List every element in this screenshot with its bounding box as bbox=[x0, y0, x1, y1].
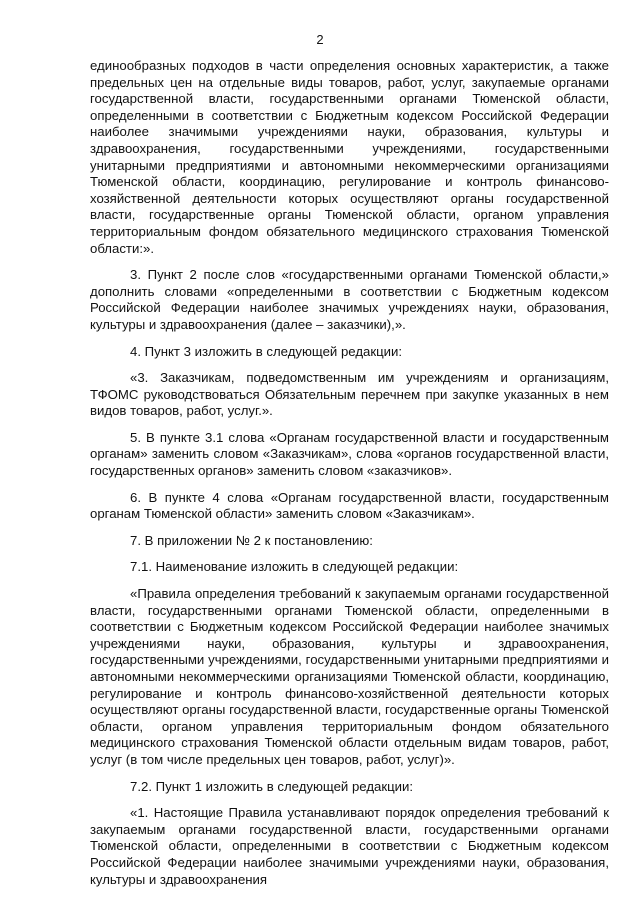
paragraph-item-6: 6. В пункте 4 слова «Органам государственной власти, государственным органам Тюменской области» заменить словом «Заказчикам». bbox=[90, 489, 609, 522]
paragraph-item-7: 7. В приложении № 2 к постановлению: bbox=[130, 532, 373, 548]
paragraph-item-4: 4. Пункт 3 изложить в следующей редакции: bbox=[130, 343, 403, 359]
page-number: 2 bbox=[316, 32, 324, 47]
paragraph-item-4-text: «3. Заказчикам, подведомственным им учреждениям и организациям, ТФОМС руководствоваться Обязательным перечнем при закупке указанных в нем видов товаров, работ, услуг.». bbox=[90, 370, 609, 419]
paragraph-item-7-2-text: «1. Настоящие Правила устанавливают порядок определения требований к закупаемым органами государственной власти, государственными органами Тюменской области, определенными в соответствии с Бюджетным кодексом Российской Федерации наиболее значимыми учреждениями науки, образования, культуры и здравоохранения bbox=[90, 805, 609, 887]
paragraph-item-3: 3. Пункт 2 после слов «государственными органами Тюменской области,» дополнить словами «определенными в соответствии с Бюджетным кодексом Российской Федерации наиболее значимых учреждениях науки, образования, культуры и здравоохранения (далее – заказчики),». bbox=[90, 267, 609, 332]
paragraph-item-7-1: 7.1. Наименование изложить в следующей редакции: bbox=[130, 559, 459, 575]
paragraph-item-5: 5. В пункте 3.1 слова «Органам государственной власти и государственным органам» заменить словом «Заказчикам», слова «органов государственной власти, государственных органов» заменить словом «заказчиков». bbox=[90, 429, 609, 479]
paragraph-intro-continuation: единообразных подходов в части определения основных характеристик, а также предельных цен на отдельные виды товаров, работ, услуг, закупаемые органами государственной власти, государственными органами Тюменской области, определенными в соответствии с Бюджетным кодексом Российской Федерации наиболее значимыми учреждениями науки, образования, культуры и здравоохранения, государственными учреждениями, государственными унитарными предприятиями и автономными некоммерческими организациями Тюменской области, координацию, регулирование и контроль финансово-хозяйственной деятельности которых осуществляют органы государственной власти, государственные органы Тюменской области, органом управления территориальным фондом обязательного медицинского страхования Тюменской области:». bbox=[90, 58, 609, 256]
document-body bbox=[90, 58, 609, 888]
paragraph-item-7-2: 7.2. Пункт 1 изложить в следующей редакции: bbox=[130, 778, 414, 794]
paragraph-item-7-1-text: «Правила определения требований к закупаемым органами государственной власти, государственными органами Тюменской области, определенными в соответствии с Бюджетным кодексом Российской Федерации наиболее значимых учреждениями науки, образования, культуры и здравоохранения, государственными учреждениями, государственными унитарными предприятиями и автономными некоммерческими организациями Тюменской области, координацию, регулирование и контроль финансово-хозяйственной деятельности которых осуществляют органы государственной власти, государственные органы Тюменской области, органом управления территориальным фондом обязательного медицинского страхования Тюменской области отдельным видам товаров, работ, услуг (в том числе предельных цен товаров, работ, услуг)». bbox=[90, 586, 609, 767]
